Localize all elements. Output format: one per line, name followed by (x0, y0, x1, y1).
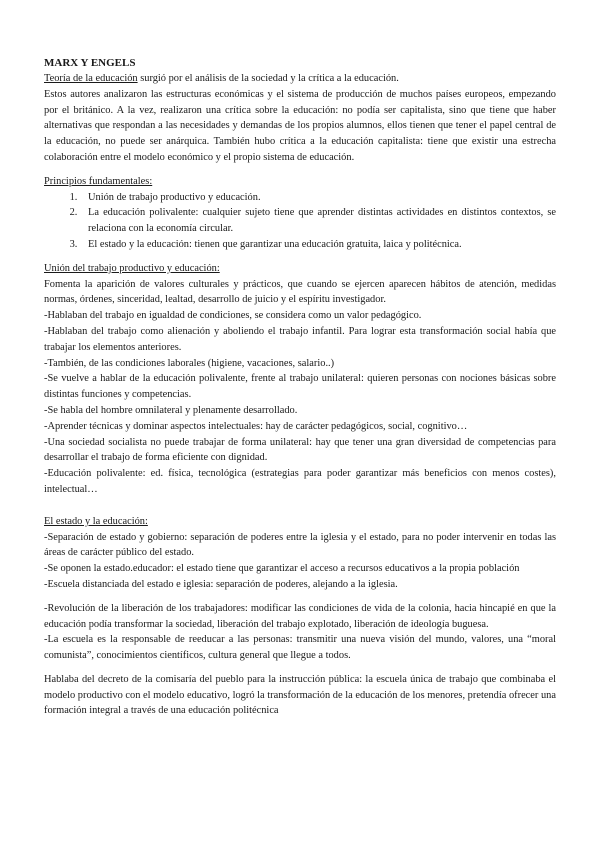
list-item: 2. La educación polivalente: cualquier sujeto tiene que aprender distintas actividades en distintos contextos, se relaciona con la economía circular. (80, 205, 556, 237)
intro-heading-rest: surgió por el análisis de la sociedad y la crítica a la educación. (137, 73, 399, 84)
revolucion-paragraph: -La escuela es la responsable de reeducar a las personas: transmitir una nueva visión del mundo, valores, una “moral comunista”, conocimientos científicos, cultura general que llegue a todos. (44, 634, 556, 662)
union-paragraph: -Educación polivalente: ed. física, tecnológica (estrategias para poder garantizar más beneficios con menos costes), intelectual… (44, 468, 556, 495)
intro-paragraph: Estos autores analizaron las estructuras económicas y el sistema de producción de muchos países europeos, empezando por el británico. A la vez, realizaron una crítica sobre la educación: no podía ser capitalista, sino que tiene que haber alternativas que respondan a las necesidades y demandas de los propios alumnos, ellos tienen que tener el papel central de la educación, no puede ser anárquica. También hubo crítica a la educación capitalista: tiene que existir una estrecha colaboración entre el modelo económico y el propio sistema de educación. (44, 88, 556, 163)
union-heading: Unión del trabajo productivo y educación: (44, 262, 220, 274)
list-item: 1. Unión de trabajo productivo y educación. (80, 190, 556, 206)
list-item: 3. El estado y la educación: tienen que garantizar una educación gratuita, laica y politécnica. (80, 237, 556, 253)
union-paragraph: -Hablaban del trabajo en igualdad de condiciones, se considera como un valor pedagógico. (44, 310, 422, 322)
estado-paragraph: -Se oponen la estado.educador: el estado tiene que garantizar el acceso a recursos educativos a la propia población (44, 563, 520, 575)
intro-heading-line (44, 71, 556, 87)
union-paragraph: Fomenta la aparición de valores culturales y prácticos, que cuando se ejercen aparecen hábitos de atención, medidas normas, órdenes, sinceridad, lealtad, desarrollo de juicio y el espíritu investigador. (44, 278, 556, 306)
estado-paragraph: -Separación de estado y gobierno: separación de poderes entre la iglesia y el estado, para no poder intervenir en todas las áreas de carácter público del estado. (44, 531, 556, 559)
union-paragraph: -Hablaban del trabajo como alienación y aboliendo el trabajo infantil. Para lograr esta transformación social había que trabajar los elementos anteriores. (44, 325, 556, 353)
principios-list (44, 190, 556, 253)
final-paragraph: Hablaba del decreto de la comisaría del pueblo para la instrucción pública: la escuela única de trabajo que combinaba el modelo productivo con el modelo educativo, logró la transformación de la educación de los menores, pretendía ofrecer una formación integral a través de una educación politécnica (44, 673, 556, 717)
estado-paragraph: -Escuela distanciada del estado e iglesia: separación de poderes, alejando a la iglesia. (44, 578, 398, 590)
spacer (44, 166, 556, 174)
union-paragraph: -También, de las condiciones laborales (higiene, vacaciones, salario..) (44, 357, 335, 369)
spacer (44, 253, 556, 261)
union-paragraph: -Una sociedad socialista no puede trabajar de forma unilateral: hay que tener una gran diversidad de competencias para desarrollar el trabajo de forma eficiente con dignidad. (44, 436, 556, 464)
spacer (44, 664, 556, 672)
spacer (44, 593, 556, 601)
intro-heading: Teoría de la educación (44, 73, 138, 84)
principios-heading: Principios fundamentales: (44, 175, 153, 187)
union-paragraph: -Aprender técnicas y dominar aspectos intelectuales: hay de carácter pedagógicos, social, cognitivo… (44, 420, 468, 432)
revolucion-paragraph: -Revolución de la liberación de los trabajadores: modificar las condiciones de vida de la colonia, hacia hincapié en que la educación podía transformar la sociedad, liberación del trabajo explotado, liberación de ideología buguesa. (44, 602, 556, 630)
spacer (44, 498, 556, 514)
union-paragraph: -Se habla del hombre omnilateral y plenamente desarrollado. (44, 404, 298, 416)
union-paragraph: -Se vuelve a hablar de la educación polivalente, frente al trabajo unilateral: quieren personas con nociones básicas sobre distintas funciones y competencias. (44, 373, 556, 401)
estado-heading: El estado y la educación: (44, 515, 148, 527)
document-title: MARX Y ENGELS (44, 57, 136, 69)
